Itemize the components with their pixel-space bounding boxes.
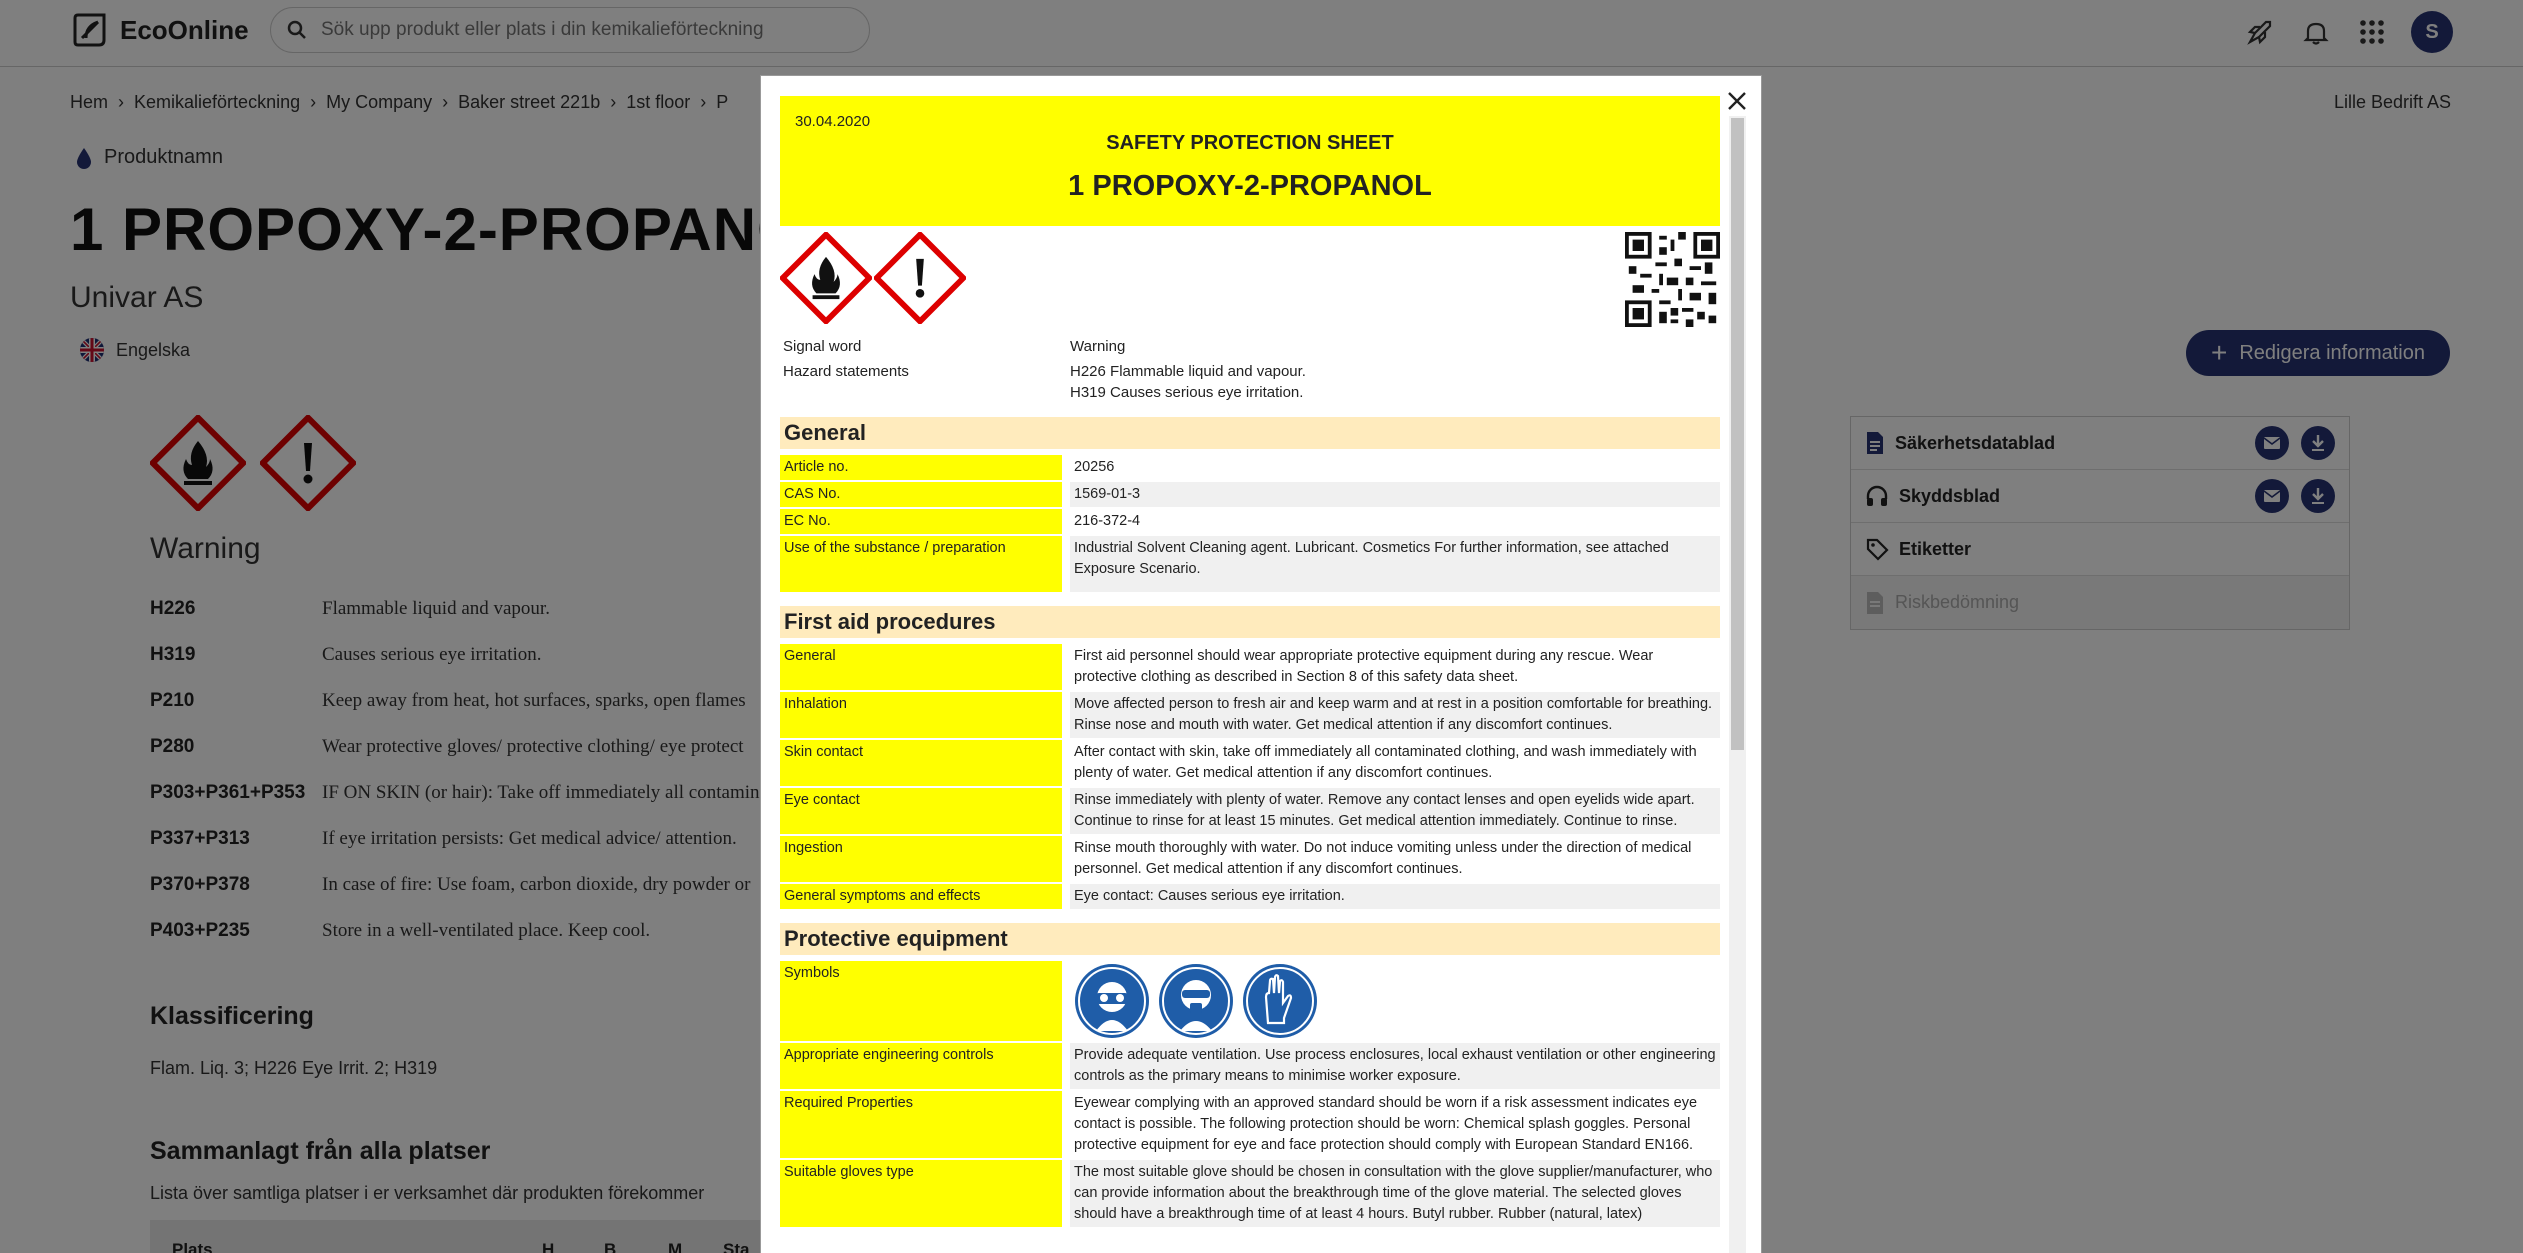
sheet-row: Required Properties Eyewear complying with an approved standard should be worn if a risk assessment indicates eye contact is possible. The following protection should be worn: Chemical splash goggles. Personal protective equipment for eye and face protection should comply with European Standard EN166.: [780, 1091, 1720, 1158]
goggles-icon: [1074, 963, 1150, 1039]
ppe-symbols: [1070, 961, 1720, 1041]
sheet-row: General symptoms and effects Eye contact: Causes serious eye irritation.: [780, 884, 1720, 909]
sheet-row: Eye contact Rinse immediately with plenty of water. Remove any contact lenses and open eyelids wide apart. Continue to rinse for at least 15 minutes. Get medical attention immediately. Continue to rinse.: [780, 788, 1720, 834]
sheet-row: Article no. 20256: [780, 455, 1720, 480]
sheet-row: Inhalation Move affected person to fresh air and keep warm and at rest in a position comfortable for breathing. Rinse nose and mouth with water. Get medical attention if any discomfort continues.: [780, 692, 1720, 738]
exclamation-pictogram-icon: [874, 232, 966, 324]
section-first-aid-title: First aid procedures: [780, 606, 1720, 638]
sheet-row: Skin contact After contact with skin, take off immediately all contaminated clothing, and wash immediately with plenty of water. Get medical attention if any discomfort continues.: [780, 740, 1720, 786]
section-protective-equipment-title: Protective equipment: [780, 923, 1720, 955]
close-icon[interactable]: [1723, 87, 1751, 115]
sheet-row: EC No. 216-372-4: [780, 509, 1720, 534]
sheet-row: General First aid personnel should wear appropriate protective equipment during any rescue. Wear protective clothing as described in Section 8 of this safety data sheet.: [780, 644, 1720, 690]
safety-protection-sheet: [780, 96, 1720, 1227]
hazard-statements-row: Hazard statements H226 Flammable liquid and vapour. H319 Causes serious eye irritation.: [783, 363, 1306, 401]
sheet-row: Symbols: [780, 961, 1720, 1041]
qr-code-icon: [1625, 232, 1720, 327]
sheet-pictograms: [780, 226, 1720, 336]
respirator-icon: [1158, 963, 1234, 1039]
sheet-header: [780, 96, 1720, 226]
sheet-row: CAS No. 1569-01-3: [780, 482, 1720, 507]
modal-scrollbar-thumb[interactable]: [1731, 118, 1744, 750]
flame-pictogram-icon: [780, 232, 872, 324]
sheet-row: Use of the substance / preparation Industrial Solvent Cleaning agent. Lubricant. Cosmetics For further information, see attached Exposure Scenario.: [780, 536, 1720, 592]
sheet-row: Appropriate engineering controls Provide adequate ventilation. Use process enclosures, local exhaust ventilation or other engineering controls as the primary means to minimise worker exposure.: [780, 1043, 1720, 1089]
sheet-date: 30.04.2020: [795, 113, 871, 130]
gloves-icon: [1242, 963, 1318, 1039]
sheet-row: Suitable gloves type The most suitable glove should be chosen in consultation with the glove supplier/manufacturer, who can provide information about the breakthrough time of the glove material. The selected gloves should have a breakthrough time of at least 4 hours. Butyl rubber. Rubber (natural, latex): [780, 1160, 1720, 1227]
signal-word-row: Signal word Warning: [783, 338, 1126, 355]
sheet-product-name: 1 PROPOXY-2-PROPANOL: [1068, 170, 1432, 202]
section-general-title: General: [780, 417, 1720, 449]
sheet-subtitle: SAFETY PROTECTION SHEET: [1106, 132, 1394, 154]
sheet-row: Ingestion Rinse mouth thoroughly with water. Do not induce vomiting unless under the direction of medical personnel. Get medical attention if any discomfort continues.: [780, 836, 1720, 882]
